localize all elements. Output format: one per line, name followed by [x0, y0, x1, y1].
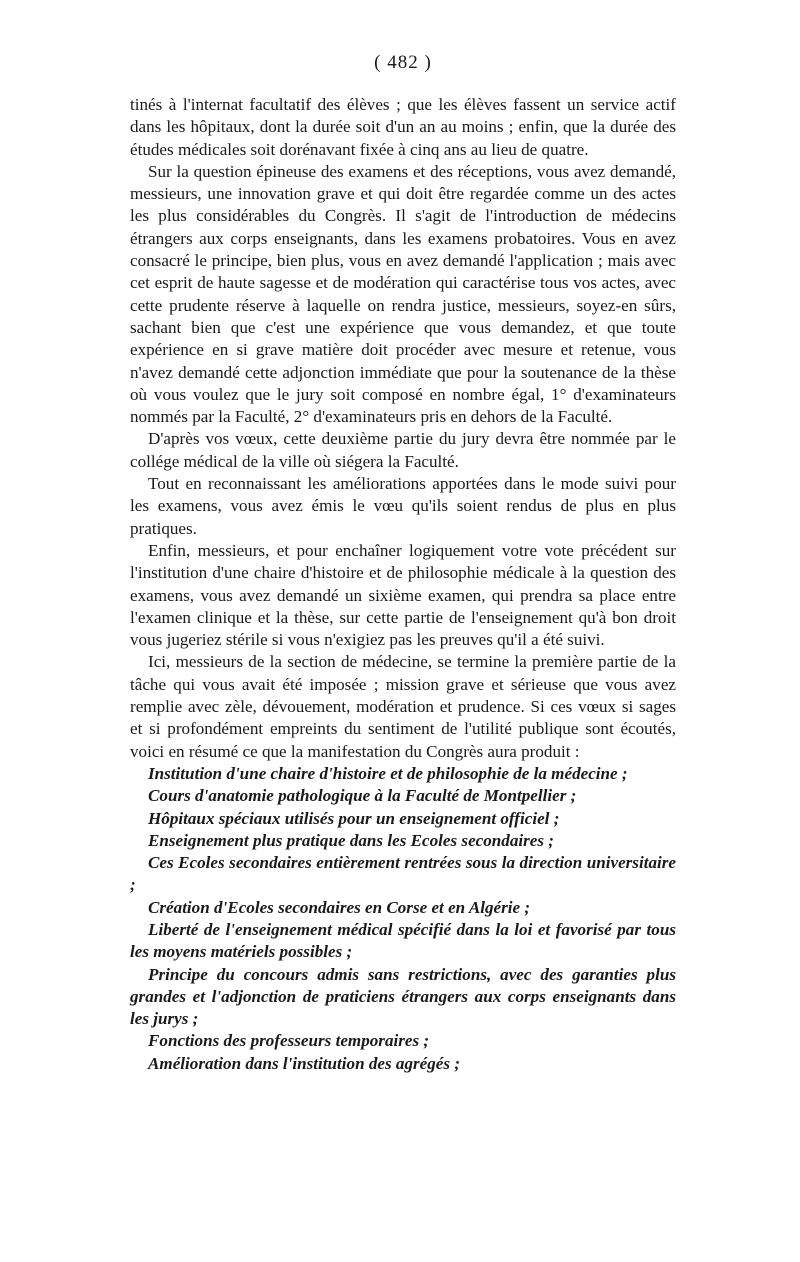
paragraph-examens: Sur la question épineuse des examens et des réceptions, vous avez demandé, messieurs, une innovation grave et qui doit être regardée comme un des actes les plus considérables du Congrès. Il s'agit de l'introduction de médecins étrangers aux corps enseignants, dans les examens probatoires. Vous en avez consacré le principe, bien plus, vous en avez demandé l'application ; mais avec cet esprit de haute sagesse et de modération qui caractérise tous vos actes, avec cette prudente réserve à laquelle on rendra justice, messieurs, soyez-en sûrs, sachant bien que c'est une expérience que vous demandez, et que toute expérience en si grave matière doit procéder avec mesure et retenue, vous n'avez demandé cette adjonction immédiate que pour la soutenance de la thèse où vous voulez que le jury soit composé en nombre égal, 1° d'examinateurs nommés par la Faculté, 2° d'examinateurs pris en dehors de la Faculté.: [130, 161, 676, 427]
summary-item: Création d'Ecoles secondaires en Corse et en Algérie ;: [148, 897, 531, 917]
page-body: [130, 52, 676, 1075]
summary-item: Liberté de l'enseignement médical spécifié dans la loi et favorisé par tous les moyens matériels possibles ;: [130, 919, 676, 962]
summary-list: [130, 763, 676, 1075]
summary-item: Hôpitaux spéciaux utilisés pour un enseignement officiel ;: [148, 808, 560, 828]
paragraph-sixieme-examen: Enfin, messieurs, et pour enchaîner logiquement votre vote précédent sur l'institution d'une chaire d'histoire et de philosophie médicale à la question des examens, vous avez demandé un sixième examen, qui prendra sa place entre l'examen clinique et la thèse, sur cette partie de l'enseignement qu'à bon droit vous jugeriez stérile si vous n'exigiez pas les preuves qu'il a été suivi.: [130, 540, 676, 650]
summary-item: Enseignement plus pratique dans les Ecoles secondaires ;: [148, 830, 555, 850]
summary-item: Ces Ecoles secondaires entièrement rentrées sous la direction universitaire ;: [130, 853, 676, 895]
summary-item: Amélioration dans l'institution des agrégés ;: [148, 1053, 461, 1073]
summary-item: Institution d'une chaire d'histoire et de philosophie de la médecine ;: [148, 763, 628, 783]
paragraph-ameliorations: Tout en reconnaissant les améliorations apportées dans le mode suivi pour les examens, vous avez émis le vœu qu'ils soient rendus de plus en plus pratiques.: [130, 474, 676, 538]
summary-item: Cours d'anatomie pathologique à la Faculté de Montpellier ;: [148, 786, 577, 806]
summary-item: Principe du concours admis sans restrictions, avec des garanties plus grandes et l'adjonction de praticiens étrangers aux corps enseignants dans les jurys ;: [130, 964, 676, 1029]
paragraph-continuation: tinés à l'internat facultatif des élèves ; que les élèves fassent un service actif dans les hôpitaux, dont la durée soit d'un an au moins ; enfin, que la durée des études médicales soit dorénavant fixée à cinq ans au lieu de quatre.: [130, 95, 676, 159]
paragraph-jury: D'après vos vœux, cette deuxième partie du jury devra être nommée par le collége médical de la ville où siégera la Faculté.: [130, 429, 676, 471]
paragraph-conclusion: Ici, messieurs de la section de médecine, se termine la première partie de la tâche qui vous avait été imposée ; mission grave et sérieuse que vous avez remplie avec zèle, dévouement, modération et prudence. Si ces vœux si sages et si profondément empreints du sentiment de l'utilité publique sont écoutés, voici en résumé ce que la manifestation du Congrès aura produit :: [130, 652, 676, 761]
summary-item: Fonctions des professeurs temporaires ;: [148, 1031, 430, 1051]
page-number: ( 482 ): [374, 52, 432, 73]
